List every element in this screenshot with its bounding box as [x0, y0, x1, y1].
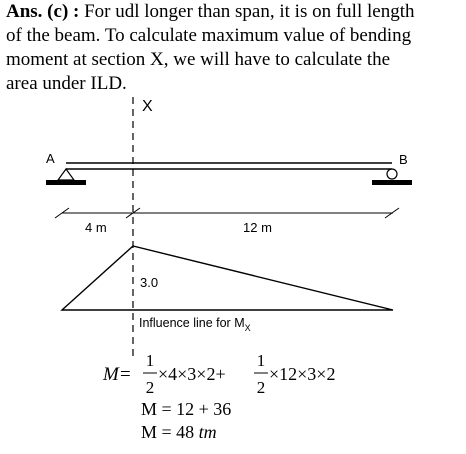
support-a-ground — [46, 180, 86, 185]
fraction1-denominator: 2 — [145, 378, 155, 397]
equation-line-3-unit: tm — [198, 422, 217, 442]
pin-support-icon — [58, 169, 74, 180]
fraction1-numerator: 1 — [145, 351, 155, 370]
ild-caption-text: Influence line for M — [139, 316, 245, 330]
equation-line-3-value: M = 48 — [141, 422, 199, 442]
answer-line-2: of the beam. To calculate maximum value of bending — [6, 25, 412, 46]
ild-caption — [139, 316, 251, 333]
equation-equals: = — [120, 364, 131, 385]
roller-support-icon — [387, 169, 397, 179]
equation-term1: ×4×3×2+ — [158, 364, 226, 384]
answer-line-4: area under ILD. — [6, 73, 127, 94]
support-a-label: A — [46, 151, 55, 166]
ild-ordinate: 3.0 — [140, 275, 159, 290]
equation-line-3 — [141, 422, 217, 442]
support-b-label: B — [399, 152, 408, 167]
answer-text-1: For udl longer than span, it is on full length — [84, 1, 415, 22]
ild-caption-subscript: X — [244, 323, 251, 333]
section-label: X — [142, 98, 153, 115]
answer-label: Ans. (c) : — [6, 1, 80, 22]
dimension-right: 12 m — [243, 220, 272, 235]
answer-line-3: moment at section X, we will have to calculate the — [6, 49, 391, 70]
equation-m-symbol: M — [103, 364, 119, 385]
equation-term2: ×12×3×2 — [269, 364, 336, 384]
equation-line-2: M = 12 + 36 — [141, 399, 232, 419]
fraction2-denominator: 2 — [256, 378, 266, 397]
dimension-left: 4 m — [85, 220, 107, 235]
ild-triangle — [62, 246, 393, 310]
fraction2-numerator: 1 — [256, 351, 266, 370]
support-b-ground — [372, 180, 412, 185]
